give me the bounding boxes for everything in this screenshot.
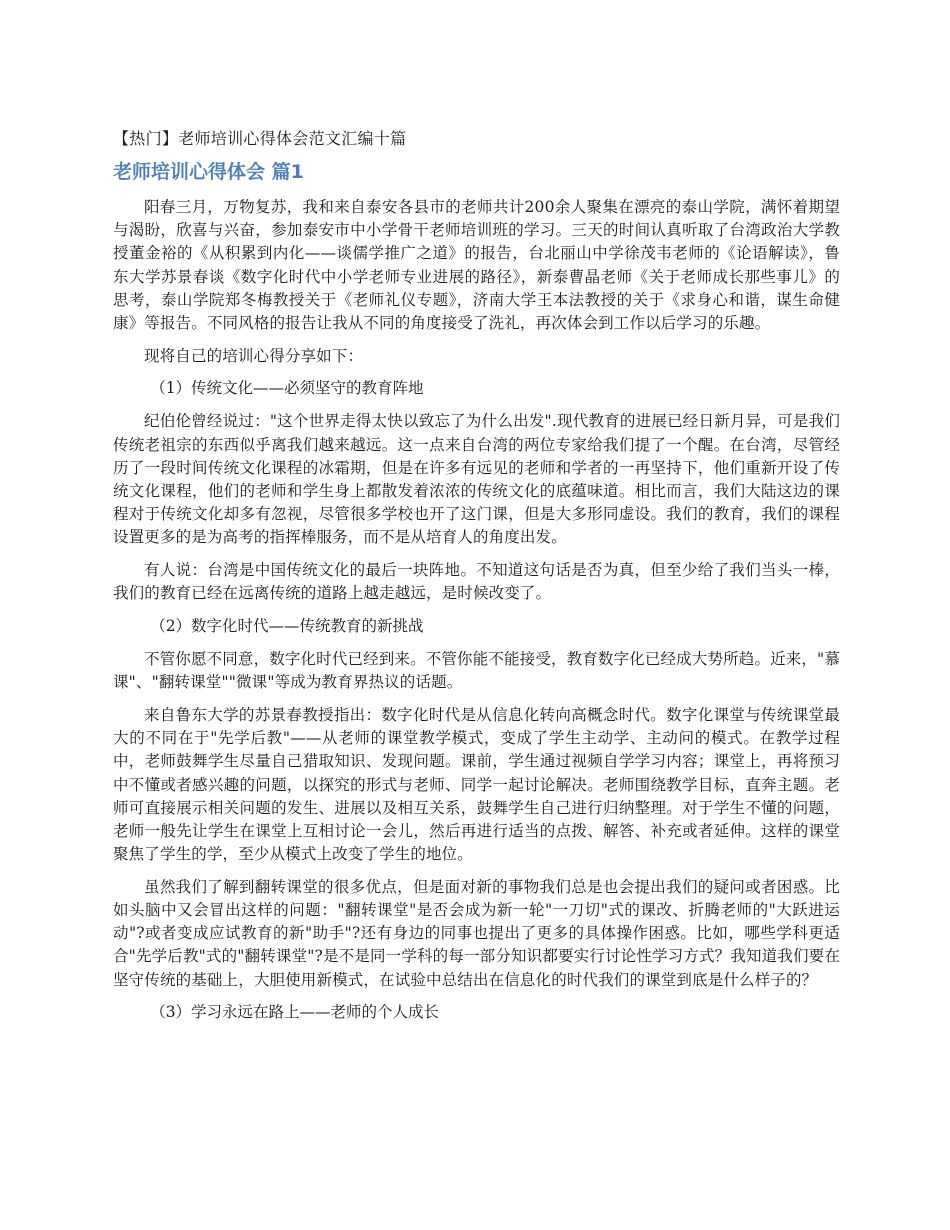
paragraph: 虽然我们了解到翻转课堂的很多优点，但是面对新的事物我们总是也会提出我们的疑问或者困惑。比如头脑中又会冒出这样的问题："翻转课堂"是否会成为新一轮"一刀切"式的课改、折腾老师的"大跃进运动"?或者变成应试教育的新"助手"?还有身边的同事也提出了更多的具体操作困惑。比如，哪些学科更适合"先学后教"式的"翻转课堂"?是不是同一学科的每一部分知识都要实行讨论性学习方式？我知道我们要在坚守传统的基础上，大胆使用新模式，在试验中总结出在信息化的时代我们的课堂到底是什么样子的？ [113, 877, 840, 989]
paragraph: 不管你愿不同意，数字化时代已经到来。不管你能不能接受，教育数字化已经成大势所趋。近来，"慕课"、"翻转课堂""微课"等成为教育界热议的话题。 [113, 650, 840, 692]
paragraph: 现将自己的培训心得分享如下： [144, 346, 364, 365]
article-heading: 老师培训心得体会 篇1 [113, 161, 304, 183]
section-heading: （2）数字化时代——传统教育的新挑战 [150, 617, 424, 636]
section-heading: （1）传统文化——必须坚守的教育阵地 [150, 379, 424, 398]
paragraph: 有人说：台湾是中国传统文化的最后一块阵地。不知道这句话是否为真，但至少给了我们当头一棒，我们的教育已经在远离传统的道路上越走越远，是时候改变了。 [113, 561, 840, 603]
document-title: 【热门】老师培训心得体会范文汇编十篇 [113, 129, 407, 148]
paragraph: 阳春三月，万物复苏，我和来自泰安各县市的老师共计200余人聚集在漂亮的泰山学院，满怀着期望与渴盼，欣喜与兴奋，参加泰安市中小学骨干老师培训班的学习。三天的时间认真听取了台湾政治大学教授董金裕的《从积累到内化——谈儒学推广之道》的报告，台北丽山中学徐茂韦老师的《论语解读》，鲁东大学苏景春谈《数字化时代中小学老师专业进展的路径》，新泰曹晶老师《关于老师成长那些事儿》的思考，泰山学院郑冬梅教授关于《老师礼仪专题》，济南大学王本法教授的关于《求身心和谐，谋生命健康》等报告。不同风格的报告让我从不同的角度接受了洗礼，再次体会到工作以后学习的乐趣。 [113, 198, 840, 333]
paragraph: 纪伯伦曾经说过："这个世界走得太快以致忘了为什么出发".现代教育的进展已经日新月异，可是我们传统老祖宗的东西似乎离我们越来越远。这一点来自台湾的两位专家给我们提了一个醒。在台湾，尽管经历了一段时间传统文化课程的冰霜期，但是在许多有远见的老师和学者的一再坚持下，他们重新开设了传统文化课程，他们的老师和学生身上都散发着浓浓的传统文化的底蕴味道。相比而言，我们大陆这边的课程对于传统文化却多有忽视，尽管很多学校也开了这门课，但是大多形同虚设。我们的教育，我们的课程设置更多的是为高考的指挥棒服务，而不是从培育人的角度出发。 [113, 412, 840, 547]
document-page [113, 122, 840, 1034]
section-heading: （3）学习永远在路上——老师的个人成长 [150, 1003, 440, 1022]
paragraph: 来自鲁东大学的苏景春教授指出：数字化时代是从信息化转向高概念时代。数字化课堂与传统课堂最大的不同在于"先学后教"——从老师的课堂教学模式，变成了学生主动学、主动问的模式。在教学过程中，老师鼓舞学生尽量自己猎取知识、发现问题。课前，学生通过视频自学学习内容；课堂上，再将预习中不懂或者感兴趣的问题，以探究的形式与老师、同学一起讨论解决。老师围绕教学目标，直奔主题。老师可直接展示相关问题的发生、进展以及相互关系，鼓舞学生自己进行归纳整理。对于学生不懂的问题，老师一般先让学生在课堂上互相讨论一会儿，然后再进行适当的点拨、解答、补充或者延伸。这样的课堂聚焦了学生的学，至少从模式上改变了学生的地位。 [113, 705, 840, 864]
